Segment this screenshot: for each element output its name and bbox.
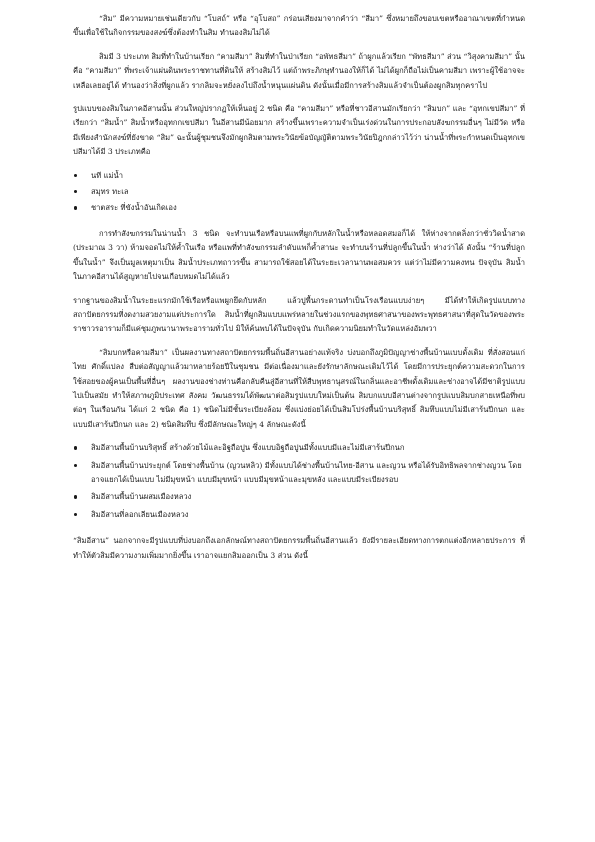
paragraph-decoration: “สิมอีสาน” นอกจากจะมีรูปแบบที่บ่งบอกถึงเอกลักษณ์ทางสถาปัตยกรรมพื้นถิ่นอีสานแล้ว ยังมีรายละเอียดทางการตกแต่งอีกหลายประการ ที่ทำให้ตัวสิมมีความงามเพิ่มมากยิ่งขึ้น เราอาจแยกสิมออกเป็น 3 ส่วน ดังนี้ <box>73 536 525 560</box>
list-item: สิมอีสานพื้นบ้านบริสุทธิ์ สร้างด้วยไม้และอิฐถือปูน ซึ่งแบบอิฐถือปูนมีทั้งแบบมีและไม่มีเสาร้นปีกนก <box>73 441 525 455</box>
bullet-icon <box>74 464 77 467</box>
bullet-icon <box>74 206 77 209</box>
bullet-icon <box>74 513 77 516</box>
document-page <box>73 12 525 563</box>
bullet-icon <box>74 446 77 449</box>
list-item: นที แม่น้ำ <box>73 169 525 185</box>
paragraph-rituals: การทำสังฆกรรมในน่านน้ำ 3 ชนิด จะทำบนเรือหรือบนแพที่ผูกกับหลักในน้ำหรือหลอดสมอก็ได้ ให้ห่างจากตลิ่งกว่าชั่ววิดน้ำสาด (ประมาณ 3 วา) ห้ามจอดไม่ให้ค้ำในเรือ หรือแพที่ทำสังฆกรรมลำดับแพก็ค้ำสานะ จะทำบนร้านที่ปลูกขึ้นในน้ำ ห่างว่าได้ ดังนั้น “ร้านที่ปลูกขึ้นในน้ำ” จึงเป็นมูลเหตุมาเป็น สิมน้ำประเภทถาวรขึ้น สามารถใช้สอยได้ในระยะเวลานานพอสมควร แต่ว่าไม่มีความคงทน ปัจจุบัน สิมน้ำ ในภาคอีสานได้สูญหายไปจนเกือบหมดไม่ได้แล้ว <box>73 228 525 282</box>
paragraph-sim-types: สิมมี 3 ประเภท สิมที่ทำในบ้านเรียก “คามสีมา” สิมที่ทำในป่าเรียก “อพัทธสีมา” ถ้าผูกแล้วเรียก “พัทธสีมา” ส่วน “วิสุงคามสีมา” นั้นคือ “คามสีมา” ที่พระเจ้าแผ่นดินพระราชทานที่ดินให้ สร้างสิมไว้ แต่ถ้าพระภิกษุทำนองให้ก็ได้ ไม่ได้ผูกก็ถือไม่เป็นคามสีมา เพราะผู้ใช้อาจจะเหลือเลยอยู่ได้ ทำนองว่าสิ่งที่ผูกแล้ว รากลิมจะหยั่งลงไปถึงน้ำหนุนแผ่นดิน ดังนั้นเมื่อมีการสร้างสิมแล้วจำเป็นต้องผูกสิมทุกคราไป <box>73 51 525 90</box>
bullet-icon <box>74 190 77 193</box>
list-item: ชาตสระ ที่ขังน้ำอันเกิดเอง <box>73 201 525 217</box>
list-item: สมุทร ทะเล <box>73 185 525 201</box>
bullet-icon <box>74 495 77 498</box>
paragraph-definition: “สิม” มีความหมายเช่นเดียวกับ “โบสถ์” หรือ “อุโบสถ” กร่อนเสียงมาจากคำว่า “สีมา” ซึ่งหมายถึงขอบเขตหรืออาณาเขตที่กำหนดขึ้นเพื่อใช้ในกิจกรรมของสงฆ์ซึ่งต้องทำในสิม ทำนองสิมไม่ได้ <box>73 14 525 38</box>
bullet-icon <box>74 174 77 177</box>
sim-category-list <box>73 441 525 522</box>
list-item: สิมอีสานพื้นบ้านประยุกต์ โดยช่างพื้นบ้าน (ญวนหลิว) มีทั้งแบบได้ช่างพื้นบ้านไทย-อีสาน และญวน หรือได้รับอิทธิพลจากช่างญวน โดยอาจแยกได้เป็นแบบ ไม่มีมุขหน้า แบบมีมุขหน้า แบบมีมุขหน้าและมุขหลัง และแบบมีระเบียงรอบ <box>73 459 525 488</box>
paragraph-isan-forms: รูปแบบของสิมในภาคอีสานนั้น ส่วนใหญ่ปรากฏให้เห็นอยู่ 2 ชนิด คือ “คามสีมา” หรือที่ชาวอีสานมักเรียกว่า “สิมบก” และ “อุทกเขปสีมา” ที่เรียกว่า “สิมน้ำ” สิมน้ำหรืออุทกกเขปสีมา ในอีสานมีน้อยมาก สร้างขึ้นเพราะความจำเป็นเร่งด่วนในการประกอบสังฆกรรมอื่นๆ ไม่มีวัด หรือมีเพียงสำนักสงฆ์ที่ยังขาด “สิม” ฉะนั้นผู้ชุมชนจึงมักผูกสิมตามพระวินัยข้อบัญญัติตามพระวินัยปิฎกกล่าวไว้ว่า น่านน้ำที่พระกำหนดเป็นอุทกเขปสีมาได้มี 3 ประเภทคือ <box>73 104 525 157</box>
paragraph-water-sim-origin: รากฐานของสิมน้ำในระยะแรกมักใช้เรือหรือแพผูกยึดกับหลัก แล้วปูพื้นกระดานทำเป็นโรงเรือนแบบง่ายๆ มีได้ทำให้เกิดรูปแบบทางสถาปัตยกรรมที่งดงามสวยงามแต่ประการใด สิมน้ำที่ผูกสิมแบบแพร่หลายในช่วงแรกของพุทธศาสนาของพระพุทธศาสนาที่สุดในวัดของพระราชาวรอารามก็มีแค่ชุมภูพนานาพระอารามทั่วไป มิให้ค้นพบได้ในปัจจุบัน กับเกิดความนิยมทำในวัดแหล่งอัมพวา <box>73 295 525 334</box>
paragraph-land-sim: “สิมบกหรือคามสีมา” เป็นผลงานทางสถาปัตยกรรมพื้นถิ่นอีสานอย่างแท้จริง บ่งบอกถึงภูมิปัญญาช่างพื้นบ้านแบบดั้งเดิม ที่สั่งสอนแก่ไทย ศักดิ์แปลง สืบต่อสัญญาแล้วมาหลายร้อยปีในชุมชน มีต่อเนื่องมาและยังรักษาลักษณะเดิมไว้ได้ โดยมีการประยุกต์ความสะดวกในการใช้สอยของผู้คนเป็นพื้นที่อื่นๆ ผลงานของช่างท่านคือกลับคืนสู่อีสานที่ให้สืบพุทธานุสรณ์ในกลิ่นและอาชีพดั้งเดิมและช่างอาจได้มีชาติรูปแบบไปเป็นสมัย ทำให้สภาพภูมิประเทศ สังคม วัฒนธรรมได้พัฒนาต่อสิมรูปแบบใหม่เป็นต้น สิมบกแบบอีสานต่างจากรูปแบบสิมบกสายเหนือที่พบต่อๆ ในเรือนกัน ได้แก่ 2 ชนิด คือ 1) ชนิดไม่มีชั้นระเบียงล้อม ซึ่งแบ่งย่อยได้เป็นสิมโปร่งพื้นบ้านบริสุทธิ์ สิมทึบแบบไม่มีเสาร้นปีกนก และแบบมีเสาร้นปีกนก และ 2) ชนิดสิมทึบ ซึ่งมีลักษณะใหญ่ๆ 4 ลักษณะดังนี้ <box>73 347 525 429</box>
list-item: สิมอีสานพื้นบ้านผสมเมืองหลวง <box>73 490 525 504</box>
water-type-list <box>73 169 525 218</box>
list-item: สิมอีสานที่ลอกเลียนเมืองหลวง <box>73 508 525 522</box>
